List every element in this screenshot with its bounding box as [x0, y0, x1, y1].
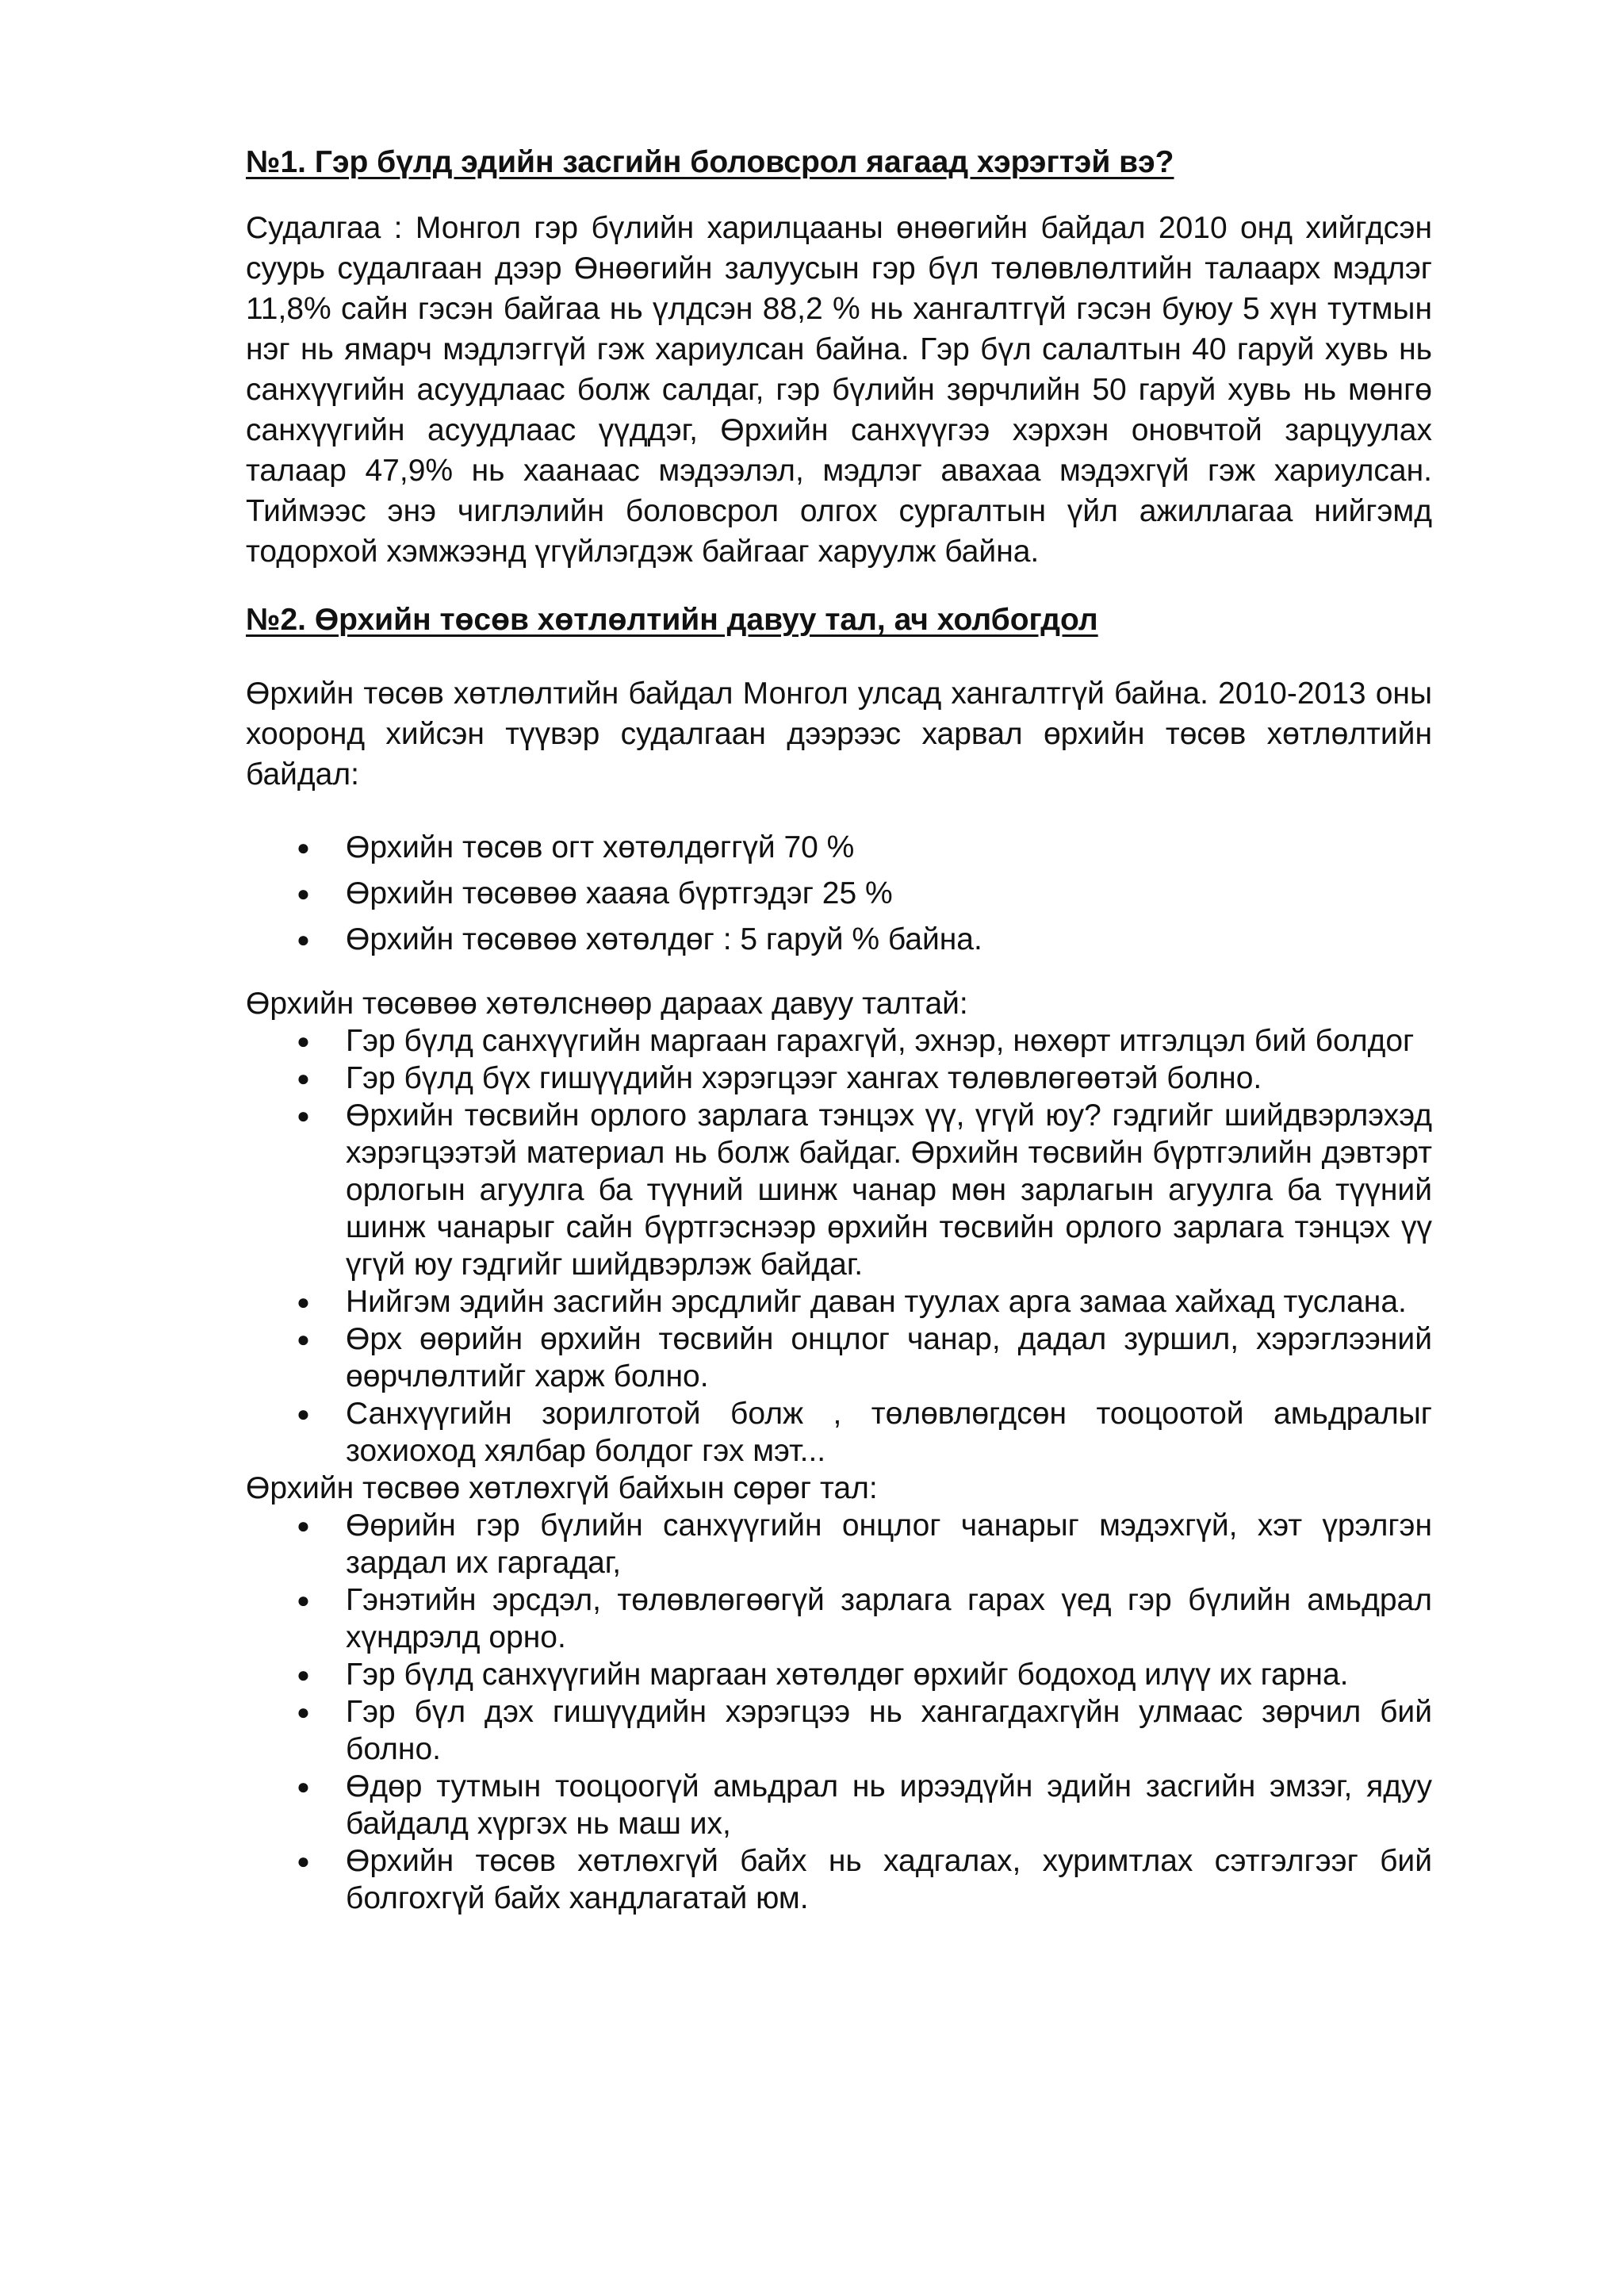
bullet-icon: ●	[297, 1774, 310, 1799]
disadvantages-list	[246, 1507, 1432, 1917]
list-item-text: Өрхийн төсөвөө хааяа бүртгэдэг 25 %	[346, 876, 893, 910]
bullet-icon: ●	[297, 835, 310, 860]
bullet-icon: ●	[297, 1029, 310, 1053]
bullet-icon: ●	[297, 1513, 310, 1538]
list-item	[246, 917, 1432, 963]
section-2-paragraph: Өрхийн төсөв хөтлөлтийн байдал Монгол улсад хангалтгүй байна. 2010-2013 оны хооронд хийсэн түүвэр судалгаан дээрээс харвал өрхийн төсөв хөтлөлтийн байдал:	[246, 677, 1432, 792]
list-item	[246, 1283, 1432, 1320]
list-item-text: Өөрийн гэр бүлийн санхүүгийн онцлог чанарыг мэдэхгүй, хэт үрэлгэн зардал их гаргадаг,	[346, 1508, 1432, 1580]
bullet-icon: ●	[297, 1290, 310, 1314]
bullet-icon: ●	[297, 1849, 310, 1873]
list-item	[246, 825, 1432, 871]
list-item-text: Өдөр тутмын тооцоогүй амьдрал нь ирээдүйн эдийн засгийн эмзэг, ядуу байдалд хүргэх нь маш их,	[346, 1769, 1432, 1841]
section-2-heading: №2. Өрхийн төсөв хөтлөлтийн давуу тал, ач холбогдол	[246, 603, 1098, 637]
list-item	[246, 1097, 1432, 1283]
list-item-text: Өрх өөрийн өрхийн төсвийн онцлог чанар, дадал зуршил, хэрэглээний өөрчлөлтийг харж болно.	[346, 1322, 1432, 1393]
bullet-icon: ●	[297, 1662, 310, 1687]
budget-stats-list	[246, 825, 1432, 963]
bullet-icon: ●	[297, 1327, 310, 1351]
bullet-icon: ●	[297, 1700, 310, 1724]
list-item	[246, 1022, 1432, 1060]
list-item	[246, 1842, 1432, 1917]
list-item-text: Гэр бүлд санхүүгийн маргаан гарахгүй, эхнэр, нөхөрт итгэлцэл бий болдог	[346, 1024, 1415, 1058]
list-item	[246, 1768, 1432, 1842]
list-item-text: Өрхийн төсөвөө хөтөлдөг : 5 гаруй % байна.	[346, 922, 982, 956]
list-item	[246, 1693, 1432, 1768]
list-item-text: Гэр бүлд санхүүгийн маргаан хөтөлдөг өрхийг бодоход илүү их гарна.	[346, 1658, 1349, 1692]
list-item-text: Өрхийн төсөв хөтлөхгүй байх нь хадгалах, хуримтлах сэтгэлгээг бий болгохгүй байх хандлагатай юм.	[346, 1844, 1432, 1915]
section-1-heading: №1. Гэр бүлд эдийн засгийн боловсрол яагаад хэрэгтэй вэ?	[246, 145, 1174, 179]
list-item	[246, 1320, 1432, 1395]
list-item-text: Гэр бүлд бүх гишүүдийн хэрэгцээг хангах төлөвлөгөөтэй болно.	[346, 1061, 1262, 1095]
list-item-text: Өрхийн төсөв огт хөтөлдөггүй 70 %	[346, 830, 855, 864]
bullet-icon: ●	[297, 1588, 310, 1612]
advantages-list	[246, 1022, 1432, 1470]
list-item-text: Гэр бүл дэх гишүүдийн хэрэгцээ нь хангагдахгүйн улмаас зөрчил бий болно.	[346, 1695, 1432, 1766]
bullet-icon: ●	[297, 1401, 310, 1426]
list-item-text: Санхүүгийн зорилготой болж , төлөвлөгдсөн тооцоотой амьдралыг зохиоход хялбар болдог гэх мэт...	[346, 1397, 1432, 1468]
bullet-icon: ●	[297, 881, 310, 906]
bullet-icon: ●	[297, 1066, 310, 1091]
bullet-icon: ●	[297, 927, 310, 952]
section-1-paragraph: Судалгаа : Монгол гэр бүлийн харилцааны өнөөгийн байдал 2010 онд хийгдсэн суурь судалгаан дээр Өнөөгийн залуусын гэр бүл төлөвлөлтийн талаарх мэдлэг 11,8% сайн гэсэн байгаа нь үлдсэн 88,2 % нь хангалтгүй гэсэн буюу 5 хүн тутмын нэг нь ямарч мэдлэггүй гэж хариулсан байна. Гэр бүл салалтын 40 гаруй хувь нь санхүүгийн асуудлаас болж салдаг, гэр бүлийн зөрчлийн 50 гаруй хувь нь мөнгө санхүүгийн асуудлаас үүддэг, Өрхийн санхүүгээ хэрхэн оновчтой зарцуулах талаар 47,9% нь хаанаас мэдээлэл, мэдлэг авахаа мэдэхгүй гэж хариулсан. Тиймээс энэ чиглэлийн боловсрол олгох сургалтын үйл ажиллагаа нийгэмд тодорхой хэмжээнд үгүйлэгдэж байгааг харуулж байна.	[246, 211, 1432, 569]
list-item	[246, 1395, 1432, 1470]
list-item	[246, 1581, 1432, 1656]
list-item	[246, 1060, 1432, 1097]
list-item	[246, 1507, 1432, 1581]
list-item-text: Нийгэм эдийн засгийн эрсдлийг даван туулах арга замаа хайхад туслана.	[346, 1285, 1407, 1319]
advantages-lead: Өрхийн төсөвөө хөтөлснөөр дараах давуу талтай:	[246, 987, 968, 1021]
list-item	[246, 871, 1432, 917]
list-item	[246, 1656, 1432, 1693]
document-page	[246, 144, 1432, 1917]
list-item-text: Өрхийн төсвийн орлого зарлага тэнцэх үү, үгүй юу? гэдгийг шийдвэрлэхэд хэрэгцээтэй материал нь болж байдаг. Өрхийн төсвийн бүртгэлийн дэвтэрт орлогын агуулга ба түүний шинж чанар мөн зарлагын агуулга ба түүний шинж чанарыг сайн бүртгэснээр өрхийн төсвийн орлого зарлага тэнцэх үү үгүй юу гэдгийг шийдвэрлэж байдаг.	[346, 1098, 1432, 1282]
bullet-icon: ●	[297, 1103, 310, 1128]
disadvantages-lead: Өрхийн төсвөө хөтлөхгүй байхын сөрөг тал:	[246, 1471, 878, 1505]
list-item-text: Гэнэтийн эрсдэл, төлөвлөгөөгүй зарлага гарах үед гэр бүлийн амьдрал хүндрэлд орно.	[346, 1583, 1432, 1654]
